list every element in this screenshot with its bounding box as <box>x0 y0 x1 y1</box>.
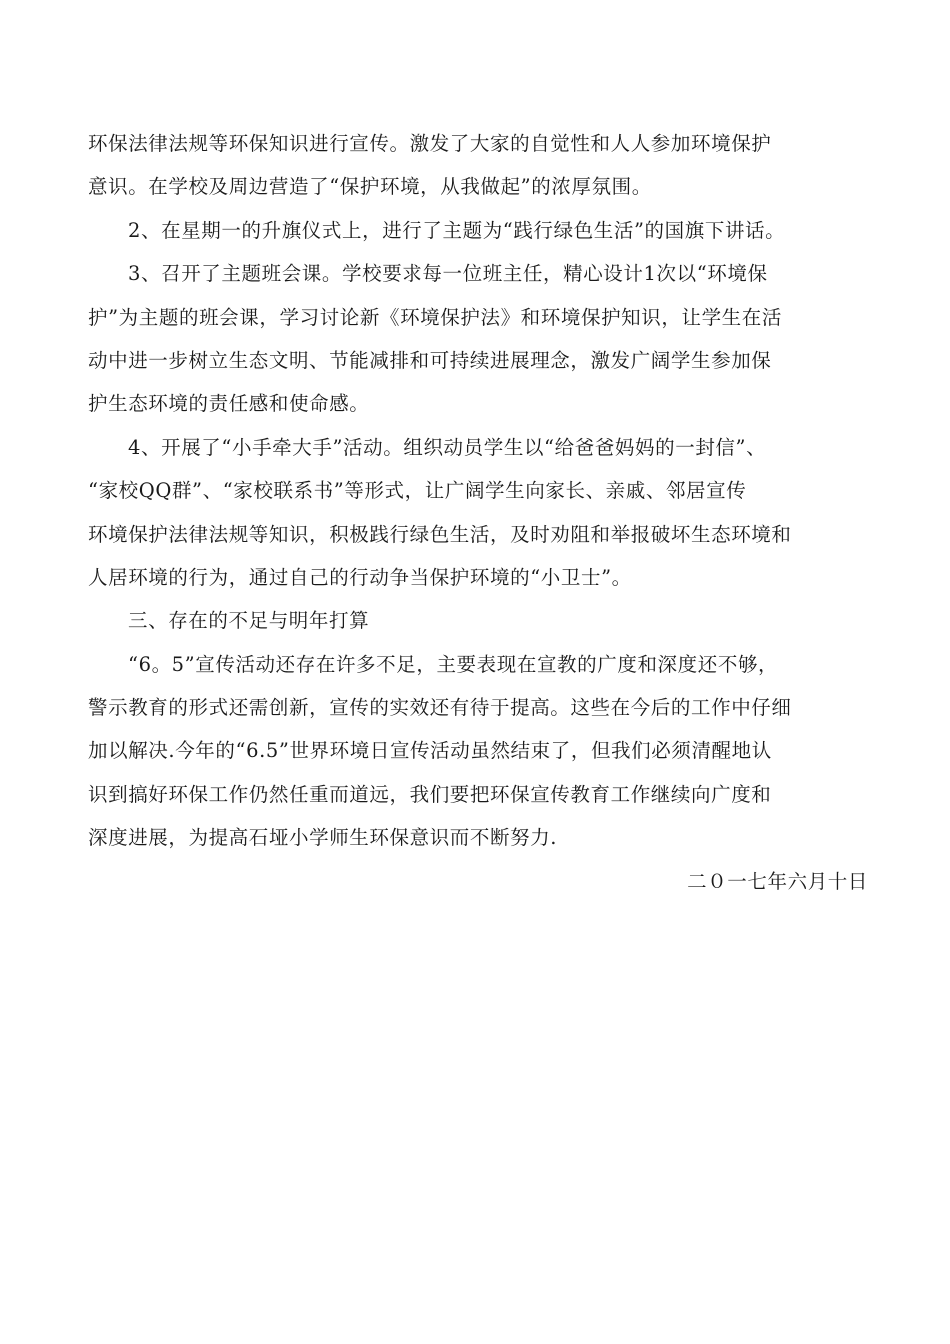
paragraph-line: 人居环境的行为，通过自己的行动争当保护环境的“小卫士”。 <box>88 565 632 589</box>
paragraph-line: 加以解决.今年的“6.5”世界环境日宣传活动虽然结束了，但我们必须清醒地认 <box>88 739 772 763</box>
paragraph-line: 3、召开了主题班会课。学校要求每一位班主任，精心设计1次以“环境保 <box>128 262 768 286</box>
document-date: 二０一七年六月十日 <box>687 869 868 893</box>
paragraph-line: 4、开展了“小手牵大手”活动。组织动员学生以“给爸爸妈妈的一封信”、 <box>128 435 767 459</box>
paragraph-line: 2、在星期一的升旗仪式上，进行了主题为“践行绿色生活”的国旗下讲话。 <box>128 218 786 242</box>
paragraph-line: 护生态环境的责任感和使命感。 <box>88 392 370 416</box>
paragraph-line: 动中进一步树立生态文明、节能减排和可持续进展理念，激发广阔学生参加保 <box>88 348 772 372</box>
paragraph-line: “6。5”宣传活动还存在许多不足，主要表现在宣教的广度和深度还不够， <box>128 652 779 676</box>
paragraph-line: 深度进展，为提高石垭小学师生环保意识而不断努力. <box>88 826 558 850</box>
paragraph-line: 意识。在学校及周边营造了“保护环境，从我做起”的浓厚氛围。 <box>88 175 652 199</box>
paragraph-line: 警示教育的形式还需创新，宣传的实效还有待于提高。这些在今后的工作中仔细 <box>88 696 792 720</box>
paragraph-line: 识到搞好环保工作仍然任重而道远，我们要把环保宣传教育工作继续向广度和 <box>88 782 772 806</box>
document-body <box>88 122 868 903</box>
section-heading: 三、存在的不足与明年打算 <box>128 609 370 633</box>
paragraph-line: 环境保护法律法规等知识，积极践行绿色生活，及时劝阻和举报破坏生态环境和 <box>88 522 792 546</box>
paragraph-line: “家校QQ群”、“家校联系书”等形式，让广阔学生向家长、亲戚、邻居宣传 <box>88 479 747 503</box>
paragraph-line: 护”为主题的班会课，学习讨论新《环境保护法》和环境保护知识，让学生在活 <box>88 305 782 329</box>
paragraph-line: 环保法律法规等环保知识进行宣传。激发了大家的自觉性和人人参加环境保护 <box>88 132 772 155</box>
